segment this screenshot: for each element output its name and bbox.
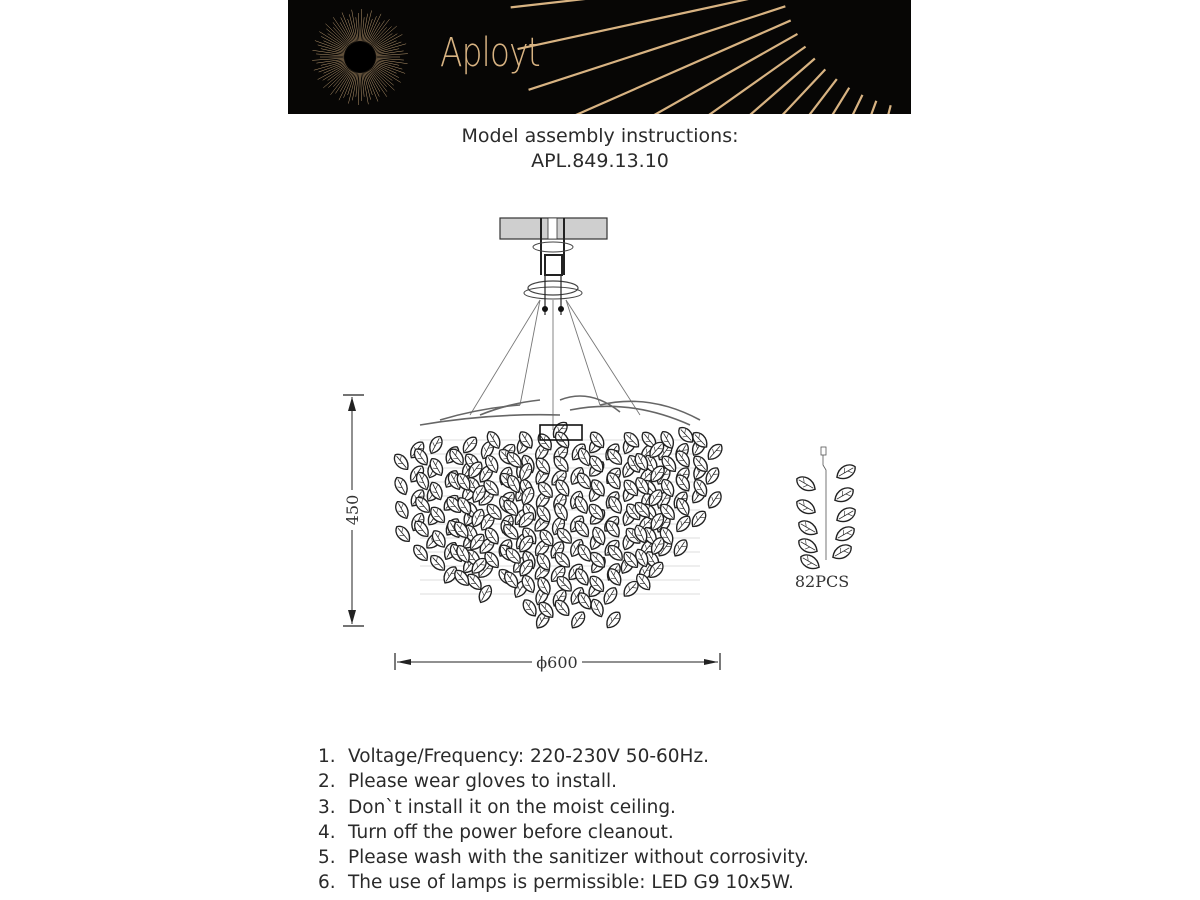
height-label: 450 bbox=[343, 494, 362, 526]
note-text: Don`t install it on the moist ceiling. bbox=[348, 796, 676, 818]
note-item bbox=[318, 795, 809, 820]
note-number: 3. bbox=[318, 796, 336, 818]
note-number: 5. bbox=[318, 847, 336, 869]
note-text: Please wear gloves to install. bbox=[348, 771, 618, 793]
leaf-strand-detail bbox=[794, 447, 858, 572]
height-dimension bbox=[343, 395, 364, 626]
diameter-label: ϕ600 bbox=[536, 653, 578, 672]
note-item bbox=[318, 870, 809, 895]
note-number: 4. bbox=[318, 821, 336, 843]
title-line-1: Model assembly instructions: bbox=[461, 125, 739, 147]
note-text: The use of lamps is permissible: LED G9 10x5W. bbox=[348, 872, 794, 894]
brand-logo-text: Aployt bbox=[440, 30, 540, 76]
note-number: 2. bbox=[318, 771, 336, 793]
note-number: 6. bbox=[318, 872, 336, 894]
suspension-wires bbox=[470, 300, 640, 430]
part-count-label: 82PCS bbox=[794, 572, 850, 591]
model-number: APL.849.13.10 bbox=[531, 150, 669, 172]
ceiling-canopy bbox=[500, 218, 607, 315]
instruction-notes bbox=[318, 744, 809, 896]
note-text: Voltage/Frequency: 220-230V 50-60Hz. bbox=[348, 746, 710, 767]
diameter-dimension bbox=[395, 653, 720, 672]
note-number: 1. bbox=[318, 746, 336, 767]
leaf-chandelier-body bbox=[391, 396, 725, 631]
note-text: Turn off the power before cleanout. bbox=[348, 821, 674, 843]
note-item bbox=[318, 845, 809, 870]
note-item bbox=[318, 820, 809, 845]
note-item bbox=[318, 769, 809, 794]
note-item bbox=[318, 744, 809, 769]
note-text: Please wash with the sanitizer without corrosivity. bbox=[348, 847, 809, 869]
